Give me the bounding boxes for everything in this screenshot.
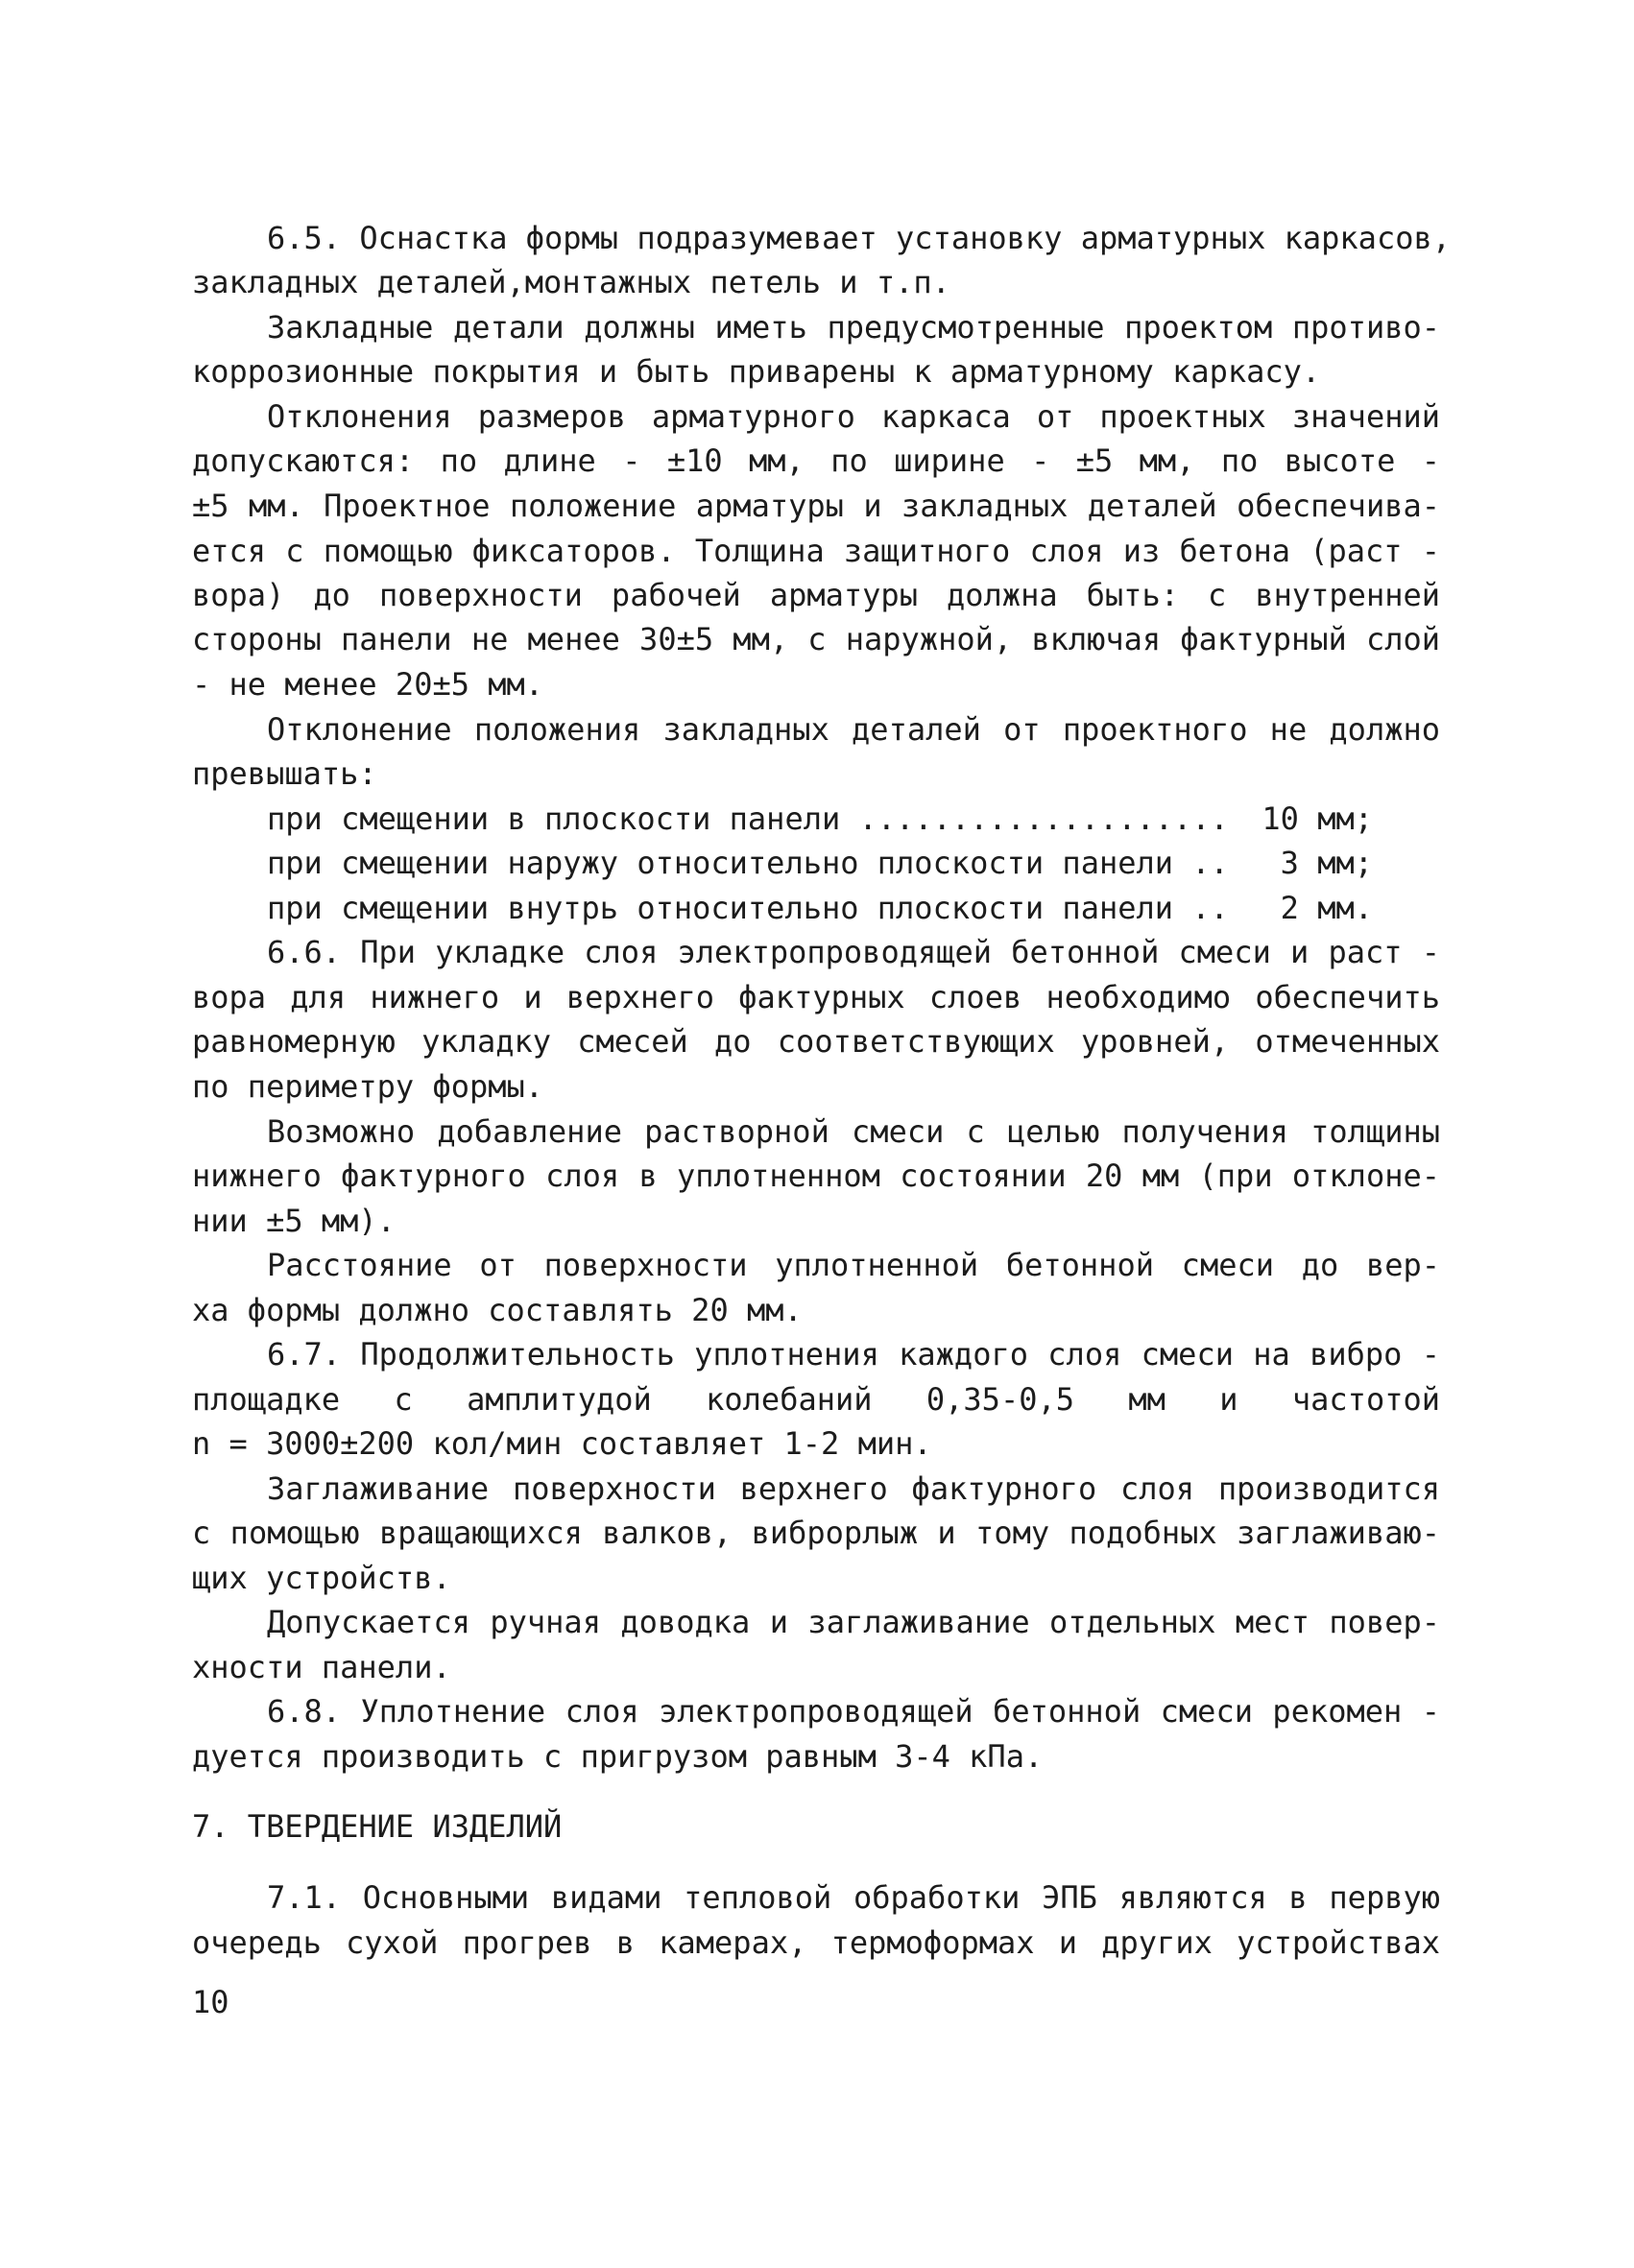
text-line: допускаются: по длине - ±10 мм, по ширине - ±5 мм, по высоте - — [192, 442, 1440, 479]
deviation-value: 2 мм. — [1280, 890, 1373, 926]
text-line: ±5 мм. Проектное положение арматуры и закладных деталей обеспечива- — [192, 488, 1440, 524]
text-line: с помощью вращающихся валков, виброрлыж и тому подобных заглаживаю- — [192, 1515, 1440, 1551]
page-number: 10 — [192, 1984, 229, 2020]
text-line: равномерную укладку смесей до соответствующих уровней, отмеченных — [192, 1023, 1440, 1060]
text-line: превышать: — [192, 755, 377, 792]
text-line: Возможно добавление растворной смеси с целью получения толщины — [267, 1113, 1440, 1150]
text-line: ха формы должно составлять 20 мм. — [192, 1292, 803, 1328]
text-line: коррозионные покрытия и быть приварены к арматурному каркасу. — [192, 353, 1321, 390]
text-line: Отклонения размеров арматурного каркаса от проектных значений — [267, 398, 1440, 435]
text-line: 6.8. Уплотнение слоя электропроводящей бетонной смеси рекомен - — [267, 1693, 1440, 1730]
text-line: дуется производить с пригрузом равным 3-4 кПа. — [192, 1738, 1044, 1775]
text-line: стороны панели не менее 30±5 мм, с наружной, включая фактурный слой — [192, 621, 1440, 657]
text-line: хности панели. — [192, 1649, 451, 1685]
text-line: нии ±5 мм). — [192, 1203, 396, 1239]
text-line: щих устройств. — [192, 1560, 451, 1596]
text-line: вора для нижнего и верхнего фактурных слоев необходимо обеспечить — [192, 979, 1440, 1015]
text-line: Допускается ручная доводка и заглаживание отдельных мест повер- — [267, 1604, 1440, 1640]
text-line: ется с помощью фиксаторов. Толщина защитного слоя из бетона (раст - — [192, 533, 1440, 569]
text-line: площадке с амплитудой колебаний 0,35-0,5 мм и частотой — [192, 1381, 1440, 1418]
deviation-value: 3 мм; — [1280, 845, 1373, 881]
text-line: очередь сухой прогрев в камерах, термоформах и других устройствах — [192, 1924, 1440, 1961]
deviation-item — [267, 797, 1440, 841]
deviation-text: при смещении внутрь относительно плоскости панели .. — [267, 890, 1229, 926]
text-line: - не менее 20±5 мм. — [192, 666, 544, 703]
text-line: 6.7. Продолжительность уплотнения каждого слоя смеси на вибро - — [267, 1336, 1440, 1373]
section-heading: 7. ТВЕРДЕНИЕ ИЗДЕЛИЙ — [192, 1808, 563, 1845]
text-line: нижнего фактурного слоя в уплотненном состоянии 20 мм (при отклоне- — [192, 1158, 1440, 1194]
text-line: Отклонение положения закладных деталей от проектного не должно — [267, 711, 1440, 748]
deviation-item — [267, 886, 1440, 930]
text-line: по периметру формы. — [192, 1068, 544, 1105]
deviation-text: при смещении в плоскости панели .................... — [267, 800, 1229, 837]
text-line: Закладные детали должны иметь предусмотренные проектом противо- — [267, 309, 1440, 346]
deviation-value: 10 мм; — [1262, 800, 1373, 837]
text-line: n = 3000±200 кол/мин составляет 1-2 мин. — [192, 1425, 932, 1462]
text-line: Расстояние от поверхности уплотненной бетонной смеси до вер- — [267, 1247, 1440, 1283]
text-line: 6.6. При укладке слоя электропроводящей бетонной смеси и раст - — [267, 934, 1440, 970]
text-line: Заглаживание поверхности верхнего фактурного слоя производится — [267, 1470, 1440, 1507]
deviation-text: при смещении наружу относительно плоскости панели .. — [267, 845, 1229, 881]
text-line: вора) до поверхности рабочей арматуры должна быть: с внутренней — [192, 577, 1440, 613]
text-line: закладных деталей,монтажных петель и т.п. — [192, 264, 950, 300]
text-line: 7.1. Основными видами тепловой обработки ЭПБ являются в первую — [267, 1879, 1440, 1916]
text-line: 6.5. Оснастка формы подразумевает установку арматурных каркасов, — [267, 220, 1451, 256]
deviation-item — [267, 841, 1440, 885]
